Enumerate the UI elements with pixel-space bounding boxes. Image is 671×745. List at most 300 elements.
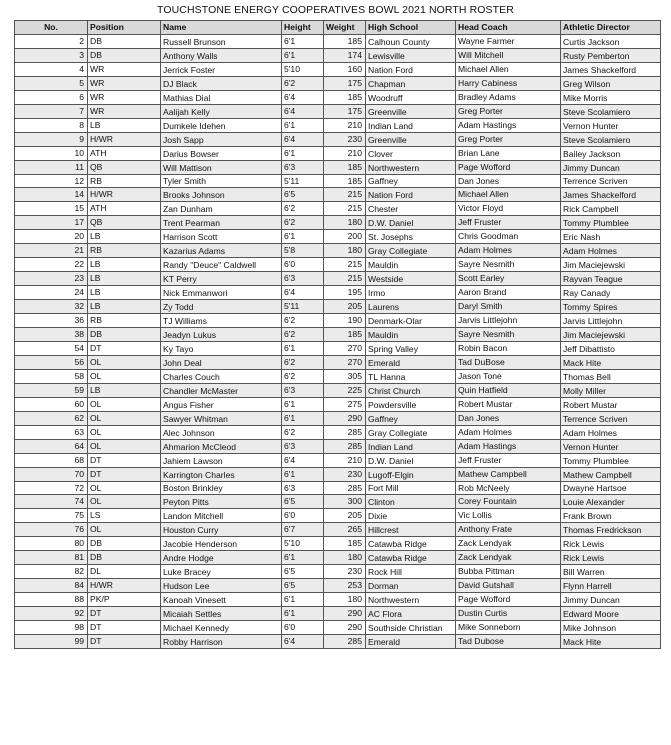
cell-head-coach: Dan Jones: [456, 411, 561, 425]
table-row: [15, 216, 661, 230]
column-header-athletic-director: Athletic Director: [561, 21, 661, 35]
cell-name: Anthony Walls: [161, 48, 282, 62]
cell-head-coach: Sayre Nesmith: [456, 328, 561, 342]
table-row: [15, 579, 661, 593]
table-row: [15, 593, 661, 607]
cell-name: Peyton Pitts: [161, 495, 282, 509]
cell-name: Chandler McMaster: [161, 383, 282, 397]
cell-position: OL: [88, 481, 161, 495]
cell-athletic-director: Tommy Spires: [561, 300, 661, 314]
cell-athletic-director: Tommy Plumblee: [561, 216, 661, 230]
cell-number: 6: [15, 90, 88, 104]
cell-number: 3: [15, 48, 88, 62]
cell-position: LB: [88, 383, 161, 397]
cell-athletic-director: Rusty Pemberton: [561, 48, 661, 62]
cell-height: 6'3: [282, 481, 324, 495]
cell-position: H/WR: [88, 188, 161, 202]
cell-head-coach: Jeff Fruster: [456, 216, 561, 230]
cell-head-coach: Page Wofford: [456, 160, 561, 174]
cell-weight: 215: [324, 272, 366, 286]
column-header-head-coach: Head Coach: [456, 21, 561, 35]
column-header-position: Position: [88, 21, 161, 35]
cell-height: 6'4: [282, 104, 324, 118]
cell-height: 5'10: [282, 62, 324, 76]
cell-athletic-director: Thomas Fredrickson: [561, 523, 661, 537]
cell-name: Angus Fisher: [161, 397, 282, 411]
cell-high-school: Fort Mill: [366, 481, 456, 495]
cell-head-coach: Bradley Adams: [456, 90, 561, 104]
cell-weight: 185: [324, 160, 366, 174]
cell-name: Houston Curry: [161, 523, 282, 537]
table-row: [15, 439, 661, 453]
cell-position: LB: [88, 286, 161, 300]
cell-athletic-director: Mack Hite: [561, 634, 661, 648]
cell-name: Robby Harrison: [161, 634, 282, 648]
cell-position: LB: [88, 300, 161, 314]
table-row: [15, 202, 661, 216]
cell-high-school: Lewisville: [366, 48, 456, 62]
cell-athletic-director: Thomas Bell: [561, 369, 661, 383]
cell-name: Russell Brunson: [161, 35, 282, 49]
cell-position: DB: [88, 537, 161, 551]
cell-high-school: Gray Collegiate: [366, 244, 456, 258]
cell-head-coach: Jarvis Littlejohn: [456, 314, 561, 328]
cell-position: OL: [88, 397, 161, 411]
cell-position: WR: [88, 62, 161, 76]
cell-name: Tyler Smith: [161, 174, 282, 188]
cell-high-school: Catawba Ridge: [366, 537, 456, 551]
cell-high-school: Christ Church: [366, 383, 456, 397]
cell-head-coach: Jason Tone: [456, 369, 561, 383]
table-row: [15, 495, 661, 509]
cell-athletic-director: Jimmy Duncan: [561, 160, 661, 174]
cell-weight: 185: [324, 90, 366, 104]
cell-high-school: Woodruff: [366, 90, 456, 104]
cell-high-school: Rock Hill: [366, 565, 456, 579]
cell-high-school: Indian Land: [366, 118, 456, 132]
cell-name: Luke Bracey: [161, 565, 282, 579]
cell-high-school: Clinton: [366, 495, 456, 509]
cell-athletic-director: Eric Nash: [561, 230, 661, 244]
cell-head-coach: Vic Lollis: [456, 509, 561, 523]
cell-height: 5'11: [282, 300, 324, 314]
cell-name: Alec Johnson: [161, 425, 282, 439]
cell-athletic-director: Jim Maciejewski: [561, 258, 661, 272]
cell-position: OL: [88, 425, 161, 439]
cell-number: 98: [15, 621, 88, 635]
cell-high-school: Calhoun County: [366, 35, 456, 49]
cell-high-school: Dorman: [366, 579, 456, 593]
cell-athletic-director: Vernon Hunter: [561, 118, 661, 132]
cell-number: 22: [15, 258, 88, 272]
cell-high-school: Indian Land: [366, 439, 456, 453]
cell-height: 6'1: [282, 341, 324, 355]
cell-head-coach: Adam Hastings: [456, 118, 561, 132]
cell-number: 72: [15, 481, 88, 495]
cell-weight: 174: [324, 48, 366, 62]
cell-athletic-director: Curtis Jackson: [561, 35, 661, 49]
cell-name: Micaiah Settles: [161, 607, 282, 621]
cell-head-coach: Adam Hastings: [456, 439, 561, 453]
cell-weight: 175: [324, 104, 366, 118]
cell-weight: 230: [324, 467, 366, 481]
cell-athletic-director: Mack Hite: [561, 355, 661, 369]
cell-high-school: TL Hanna: [366, 369, 456, 383]
cell-name: KT Perry: [161, 272, 282, 286]
cell-athletic-director: Tommy Plumblee: [561, 453, 661, 467]
cell-number: 32: [15, 300, 88, 314]
cell-athletic-director: Adam Holmes: [561, 244, 661, 258]
cell-height: 6'0: [282, 621, 324, 635]
cell-height: 6'4: [282, 90, 324, 104]
cell-height: 6'3: [282, 160, 324, 174]
cell-weight: 215: [324, 202, 366, 216]
cell-high-school: Chapman: [366, 76, 456, 90]
cell-position: OL: [88, 369, 161, 383]
table-row: [15, 174, 661, 188]
table-row: [15, 258, 661, 272]
cell-weight: 185: [324, 35, 366, 49]
cell-weight: 175: [324, 76, 366, 90]
cell-high-school: St. Josephs: [366, 230, 456, 244]
cell-height: 6'1: [282, 118, 324, 132]
table-row: [15, 565, 661, 579]
table-row: [15, 411, 661, 425]
cell-head-coach: Wayne Farmer: [456, 35, 561, 49]
cell-name: Zy Todd: [161, 300, 282, 314]
cell-position: DB: [88, 551, 161, 565]
cell-head-coach: Adam Holmes: [456, 425, 561, 439]
cell-high-school: Lugoff-Elgin: [366, 467, 456, 481]
cell-position: LB: [88, 230, 161, 244]
cell-number: 54: [15, 341, 88, 355]
cell-head-coach: Zack Lendyak: [456, 551, 561, 565]
cell-high-school: Greenville: [366, 104, 456, 118]
cell-number: 64: [15, 439, 88, 453]
cell-number: 8: [15, 118, 88, 132]
cell-head-coach: Robin Bacon: [456, 341, 561, 355]
cell-athletic-director: Frank Brown: [561, 509, 661, 523]
cell-height: 6'4: [282, 132, 324, 146]
cell-name: Landon Mitchell: [161, 509, 282, 523]
cell-weight: 185: [324, 328, 366, 342]
cell-position: WR: [88, 90, 161, 104]
cell-name: Jahiem Lawson: [161, 453, 282, 467]
page-title: TOUCHSTONE ENERGY COOPERATIVES BOWL 2021 NORTH ROSTER: [157, 4, 514, 16]
cell-height: 6'5: [282, 565, 324, 579]
cell-number: 14: [15, 188, 88, 202]
cell-weight: 253: [324, 579, 366, 593]
cell-high-school: Northwestern: [366, 593, 456, 607]
table-row: [15, 272, 661, 286]
column-header-weight: Weight: [324, 21, 366, 35]
cell-weight: 270: [324, 341, 366, 355]
cell-high-school: Emerald: [366, 634, 456, 648]
cell-position: DT: [88, 634, 161, 648]
cell-position: OL: [88, 355, 161, 369]
cell-weight: 290: [324, 607, 366, 621]
cell-weight: 230: [324, 565, 366, 579]
table-row: [15, 244, 661, 258]
cell-name: DJ Black: [161, 76, 282, 90]
cell-number: 2: [15, 35, 88, 49]
cell-high-school: Gray Collegiate: [366, 425, 456, 439]
cell-name: Will Mattison: [161, 160, 282, 174]
cell-height: 6'2: [282, 355, 324, 369]
cell-height: 6'4: [282, 634, 324, 648]
cell-position: ATH: [88, 146, 161, 160]
cell-high-school: Catawba Ridge: [366, 551, 456, 565]
cell-high-school: Laurens: [366, 300, 456, 314]
cell-athletic-director: Terrence Scriven: [561, 411, 661, 425]
cell-height: 6'1: [282, 48, 324, 62]
cell-head-coach: David Gutshall: [456, 579, 561, 593]
cell-head-coach: Tad DuBose: [456, 355, 561, 369]
cell-name: Ky Tayo: [161, 341, 282, 355]
cell-position: H/WR: [88, 579, 161, 593]
cell-weight: 285: [324, 425, 366, 439]
cell-head-coach: Greg Porter: [456, 132, 561, 146]
cell-position: OL: [88, 411, 161, 425]
table-row: [15, 634, 661, 648]
cell-number: 63: [15, 425, 88, 439]
cell-high-school: Clover: [366, 146, 456, 160]
cell-position: OL: [88, 495, 161, 509]
cell-height: 6'3: [282, 383, 324, 397]
cell-position: DB: [88, 48, 161, 62]
cell-height: 6'5: [282, 579, 324, 593]
cell-head-coach: Aaron Brand: [456, 286, 561, 300]
cell-height: 6'2: [282, 369, 324, 383]
cell-name: Randy "Deuce" Caldwell: [161, 258, 282, 272]
cell-position: WR: [88, 104, 161, 118]
cell-weight: 160: [324, 62, 366, 76]
cell-athletic-director: Edward Moore: [561, 607, 661, 621]
cell-number: 82: [15, 565, 88, 579]
cell-name: Dumkele Idehen: [161, 118, 282, 132]
cell-athletic-director: Jeff Dibattisto: [561, 341, 661, 355]
cell-weight: 180: [324, 216, 366, 230]
cell-name: Aalijah Kelly: [161, 104, 282, 118]
cell-athletic-director: Adam Holmes: [561, 425, 661, 439]
cell-athletic-director: Greg Wilson: [561, 76, 661, 90]
cell-athletic-director: Rayvan Teague: [561, 272, 661, 286]
cell-athletic-director: James Shackelford: [561, 188, 661, 202]
cell-high-school: Northwestern: [366, 160, 456, 174]
cell-position: DB: [88, 35, 161, 49]
cell-athletic-director: Molly Miller: [561, 383, 661, 397]
cell-head-coach: Harry Cabiness: [456, 76, 561, 90]
table-row: [15, 383, 661, 397]
cell-name: Boston Brinkley: [161, 481, 282, 495]
cell-weight: 210: [324, 118, 366, 132]
cell-number: 60: [15, 397, 88, 411]
cell-weight: 185: [324, 537, 366, 551]
cell-high-school: Gaffney: [366, 174, 456, 188]
cell-number: 76: [15, 523, 88, 537]
cell-name: Darius Bowser: [161, 146, 282, 160]
cell-high-school: Dixie: [366, 509, 456, 523]
cell-weight: 180: [324, 593, 366, 607]
cell-name: Hudson Lee: [161, 579, 282, 593]
table-row: [15, 537, 661, 551]
cell-height: 6'2: [282, 76, 324, 90]
cell-height: 6'1: [282, 397, 324, 411]
cell-height: 6'1: [282, 146, 324, 160]
cell-height: 6'3: [282, 439, 324, 453]
cell-height: 5'10: [282, 537, 324, 551]
cell-athletic-director: Flynn Harrell: [561, 579, 661, 593]
cell-athletic-director: Bailey Jackson: [561, 146, 661, 160]
cell-weight: 205: [324, 300, 366, 314]
cell-position: DL: [88, 565, 161, 579]
column-header-no: No.: [15, 21, 88, 35]
cell-high-school: Westside: [366, 272, 456, 286]
cell-weight: 180: [324, 551, 366, 565]
cell-height: 6'2: [282, 314, 324, 328]
cell-name: TJ Williams: [161, 314, 282, 328]
cell-weight: 230: [324, 132, 366, 146]
cell-weight: 215: [324, 258, 366, 272]
column-header-high-school: High School: [366, 21, 456, 35]
cell-weight: 285: [324, 439, 366, 453]
cell-name: Charles Couch: [161, 369, 282, 383]
table-row: [15, 509, 661, 523]
cell-head-coach: Dustin Curtis: [456, 607, 561, 621]
cell-name: Andre Hodge: [161, 551, 282, 565]
cell-height: 6'0: [282, 509, 324, 523]
cell-name: Zan Dunham: [161, 202, 282, 216]
table-row: [15, 453, 661, 467]
cell-athletic-director: James Shackelford: [561, 62, 661, 76]
cell-position: RB: [88, 314, 161, 328]
cell-athletic-director: Rick Lewis: [561, 537, 661, 551]
table-row: [15, 425, 661, 439]
cell-high-school: Irmo: [366, 286, 456, 300]
cell-position: DT: [88, 621, 161, 635]
table-row: [15, 118, 661, 132]
cell-number: 5: [15, 76, 88, 90]
table-row: [15, 230, 661, 244]
cell-number: 75: [15, 509, 88, 523]
cell-head-coach: Adam Holmes: [456, 244, 561, 258]
cell-high-school: Gaffney: [366, 411, 456, 425]
cell-height: 6'3: [282, 272, 324, 286]
cell-name: John Deal: [161, 355, 282, 369]
cell-head-coach: Michael Allen: [456, 62, 561, 76]
cell-number: 84: [15, 579, 88, 593]
cell-athletic-director: Steve Scolamiero: [561, 132, 661, 146]
cell-head-coach: Corey Fountain: [456, 495, 561, 509]
table-row: [15, 188, 661, 202]
cell-head-coach: Page Wofford: [456, 593, 561, 607]
cell-high-school: Powdersville: [366, 397, 456, 411]
cell-number: 38: [15, 328, 88, 342]
cell-weight: 290: [324, 411, 366, 425]
cell-height: 6'2: [282, 202, 324, 216]
cell-height: 5'11: [282, 174, 324, 188]
cell-athletic-director: Steve Scolamiero: [561, 104, 661, 118]
cell-high-school: Spring Valley: [366, 341, 456, 355]
cell-number: 11: [15, 160, 88, 174]
cell-number: 9: [15, 132, 88, 146]
cell-athletic-director: Dwayne Hartsoe: [561, 481, 661, 495]
cell-weight: 215: [324, 188, 366, 202]
cell-number: 99: [15, 634, 88, 648]
cell-number: 92: [15, 607, 88, 621]
cell-athletic-director: Mathew Campbell: [561, 467, 661, 481]
cell-head-coach: Dan Jones: [456, 174, 561, 188]
roster-table: [14, 20, 661, 649]
table-row: [15, 551, 661, 565]
cell-position: ATH: [88, 202, 161, 216]
table-row: [15, 300, 661, 314]
cell-name: Harrison Scott: [161, 230, 282, 244]
cell-height: 6'4: [282, 453, 324, 467]
cell-name: Jeadyn Lukus: [161, 328, 282, 342]
cell-weight: 300: [324, 495, 366, 509]
cell-high-school: Emerald: [366, 355, 456, 369]
cell-height: 5'8: [282, 244, 324, 258]
cell-weight: 200: [324, 230, 366, 244]
table-row: [15, 35, 661, 49]
table-row: [15, 104, 661, 118]
cell-position: LB: [88, 258, 161, 272]
cell-head-coach: Greg Porter: [456, 104, 561, 118]
cell-weight: 290: [324, 621, 366, 635]
cell-high-school: Nation Ford: [366, 62, 456, 76]
cell-athletic-director: Bill Warren: [561, 565, 661, 579]
cell-head-coach: Mathew Campbell: [456, 467, 561, 481]
table-row: [15, 369, 661, 383]
cell-name: Sawyer Whitman: [161, 411, 282, 425]
cell-number: 23: [15, 272, 88, 286]
cell-weight: 225: [324, 383, 366, 397]
cell-position: QB: [88, 160, 161, 174]
table-row: [15, 48, 661, 62]
cell-number: 80: [15, 537, 88, 551]
cell-position: H/WR: [88, 132, 161, 146]
cell-weight: 210: [324, 146, 366, 160]
table-row: [15, 607, 661, 621]
table-row: [15, 132, 661, 146]
cell-height: 6'1: [282, 551, 324, 565]
cell-weight: 275: [324, 397, 366, 411]
header-row: [15, 21, 661, 35]
cell-head-coach: Rob McNeely: [456, 481, 561, 495]
cell-height: 6'1: [282, 593, 324, 607]
cell-number: 15: [15, 202, 88, 216]
cell-height: 6'4: [282, 286, 324, 300]
cell-name: Jerrick Foster: [161, 62, 282, 76]
cell-position: RB: [88, 174, 161, 188]
cell-number: 21: [15, 244, 88, 258]
cell-name: Kanoah Vinesett: [161, 593, 282, 607]
cell-name: Michael Kennedy: [161, 621, 282, 635]
cell-height: 6'7: [282, 523, 324, 537]
cell-high-school: D.W. Daniel: [366, 453, 456, 467]
cell-head-coach: Victor Floyd: [456, 202, 561, 216]
cell-athletic-director: Vernon Hunter: [561, 439, 661, 453]
cell-name: Trent Pearman: [161, 216, 282, 230]
cell-height: 6'5: [282, 495, 324, 509]
cell-position: DB: [88, 328, 161, 342]
cell-number: 24: [15, 286, 88, 300]
table-row: [15, 355, 661, 369]
cell-number: 36: [15, 314, 88, 328]
cell-weight: 285: [324, 481, 366, 495]
cell-name: Karrington Charles: [161, 467, 282, 481]
